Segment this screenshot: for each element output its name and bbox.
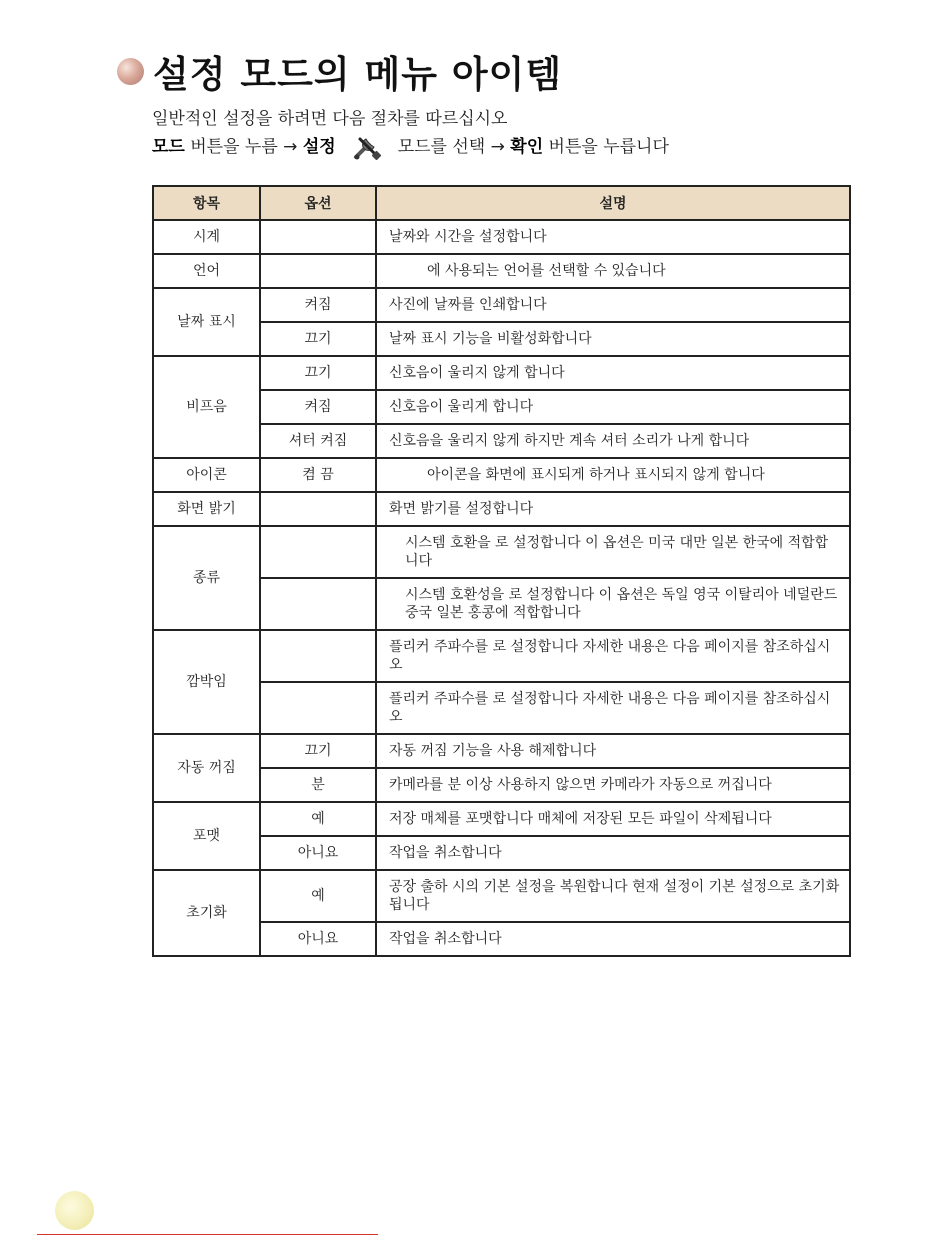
footer-divider — [37, 1234, 378, 1235]
description-cell: 작업을 취소합니다 — [376, 836, 850, 870]
description-cell: 화면 밝기를 설정합니다 — [376, 492, 850, 526]
description-cell: 시스템 호환을 로 설정합니다 이 옵션은 미국 대만 일본 한국에 적합합니다 — [376, 526, 850, 578]
description-cell: 사진에 날짜를 인쇄합니다 — [376, 288, 850, 322]
description-cell: 공장 출하 시의 기본 설정을 복원합니다 현재 설정이 기본 설정으로 초기화됩니다 — [376, 870, 850, 922]
option-cell: 분 — [260, 768, 376, 802]
description-cell: 신호음이 울리게 합니다 — [376, 390, 850, 424]
option-cell: 켜짐 — [260, 288, 376, 322]
header-option: 옵션 — [260, 186, 376, 220]
table-row — [153, 492, 850, 526]
wrench-screwdriver-icon — [352, 133, 384, 161]
item-cell: 자동 꺼짐 — [153, 734, 260, 802]
confirm-label: 확인 — [510, 137, 544, 157]
mode-label: 모드 — [152, 137, 185, 157]
table-row — [153, 870, 850, 922]
page-number-circle — [55, 1191, 94, 1230]
description-cell: 저장 매체를 포맷합니다 매체에 저장된 모든 파일이 삭제됩니다 — [376, 802, 850, 836]
table-row — [153, 630, 850, 682]
item-cell: 시계 — [153, 220, 260, 254]
option-cell: 아니요 — [260, 922, 376, 956]
table-row — [153, 288, 850, 322]
table-row — [153, 254, 850, 288]
item-cell: 비프음 — [153, 356, 260, 458]
item-cell: 초기화 — [153, 870, 260, 956]
description-cell: 에 사용되는 언어를 선택할 수 있습니다 — [376, 254, 850, 288]
intro-steps — [152, 132, 669, 161]
header-description: 설명 — [376, 186, 850, 220]
option-cell: 켜짐 — [260, 390, 376, 424]
description-cell: 자동 꺼짐 기능을 사용 해제합니다 — [376, 734, 850, 768]
intro-end-text: 버튼을 누릅니다 — [543, 137, 669, 157]
description-cell: 신호음을 울리지 않게 하지만 계속 셔터 소리가 나게 합니다 — [376, 424, 850, 458]
item-cell: 날짜 표시 — [153, 288, 260, 356]
item-cell: 포맷 — [153, 802, 260, 870]
option-cell: 끄기 — [260, 356, 376, 390]
option-cell — [260, 578, 376, 630]
header-item: 항목 — [153, 186, 260, 220]
description-cell: 날짜와 시간을 설정합니다 — [376, 220, 850, 254]
table-row — [153, 734, 850, 768]
description-cell: 날짜 표시 기능을 비활성화합니다 — [376, 322, 850, 356]
item-cell: 언어 — [153, 254, 260, 288]
description-cell: 시스템 호환성을 로 설정합니다 이 옵션은 독일 영국 이탈리아 네덜란드 중국 일본 홍콩에 적합합니다 — [376, 578, 850, 630]
description-cell: 플리커 주파수를 로 설정합니다 자세한 내용은 다음 페이지를 참조하십시오 — [376, 630, 850, 682]
intro-text: 일반적인 설정을 하려면 다음 절차를 따르십시오 — [152, 109, 508, 129]
intro-press-text: 버튼을 누름 → — [184, 137, 303, 157]
table-row — [153, 220, 850, 254]
item-cell: 화면 밝기 — [153, 492, 260, 526]
option-cell — [260, 254, 376, 288]
table-row — [153, 356, 850, 390]
page-title: 설정 모드의 메뉴 아이템 — [153, 53, 563, 96]
option-cell — [260, 220, 376, 254]
title-bullet-icon — [117, 58, 144, 85]
description-cell: 플리커 주파수를 로 설정합니다 자세한 내용은 다음 페이지를 참조하십시오 — [376, 682, 850, 734]
description-cell: 작업을 취소합니다 — [376, 922, 850, 956]
option-cell: 끄기 — [260, 322, 376, 356]
description-cell: 신호음이 울리지 않게 합니다 — [376, 356, 850, 390]
setup-label: 설정 — [302, 137, 336, 157]
table-row — [153, 526, 850, 578]
settings-menu-table — [152, 185, 851, 957]
option-cell: 셔터 켜짐 — [260, 424, 376, 458]
option-cell — [260, 630, 376, 682]
option-cell: 아니요 — [260, 836, 376, 870]
description-cell: 아이콘을 화면에 표시되게 하거나 표시되지 않게 합니다 — [376, 458, 850, 492]
option-cell — [260, 492, 376, 526]
option-cell — [260, 526, 376, 578]
description-cell: 카메라를 분 이상 사용하지 않으면 카메라가 자동으로 꺼집니다 — [376, 768, 850, 802]
option-cell: 끄기 — [260, 734, 376, 768]
table-header-row — [153, 186, 850, 220]
table-row — [153, 802, 850, 836]
option-cell — [260, 682, 376, 734]
option-cell: 예 — [260, 802, 376, 836]
option-cell: 켬 끔 — [260, 458, 376, 492]
item-cell: 종류 — [153, 526, 260, 630]
item-cell: 깜박임 — [153, 630, 260, 734]
option-cell: 예 — [260, 870, 376, 922]
table-row — [153, 458, 850, 492]
intro-select-text: 모드를 선택 → — [397, 137, 511, 157]
item-cell: 아이콘 — [153, 458, 260, 492]
